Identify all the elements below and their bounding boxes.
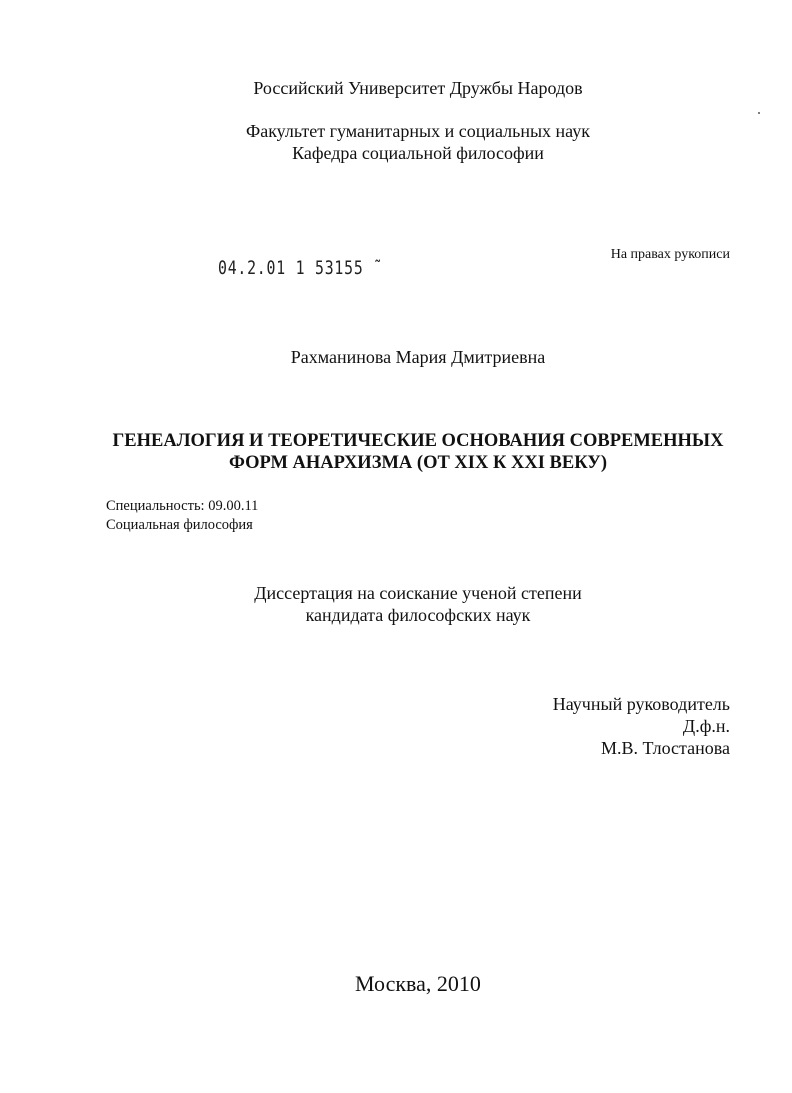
- manuscript-rights-note: На правах рукописи: [610, 247, 730, 262]
- author-name: Рахманинова Мария Дмитриевна: [290, 347, 546, 367]
- registry-stamp-number: 04.2.01 1 53155 ˜: [218, 257, 383, 279]
- degree-statement: [0, 582, 792, 626]
- supervisor-label: Научный руководитель: [552, 694, 730, 714]
- title-line-2: ФОРМ АНАРХИЗМА (ОТ XIX К XXI ВЕКУ): [228, 453, 608, 473]
- faculty-name: Факультет гуманитарных и социальных наук: [245, 121, 590, 141]
- supervisor-degree: Д.ф.н.: [682, 716, 730, 736]
- title-line-1: ГЕНЕАЛОГИЯ И ТЕОРЕТИЧЕСКИЕ ОСНОВАНИЯ СОВРЕМЕННЫХ: [112, 431, 724, 451]
- degree-line-2: кандидата философских наук: [305, 605, 531, 625]
- specialty-code: Специальность: 09.00.11: [106, 498, 259, 514]
- specialty-name: Социальная философия: [106, 517, 253, 533]
- city-year: Москва, 2010: [355, 971, 481, 996]
- department-name: Кафедра социальной философии: [292, 143, 544, 163]
- scan-speck: [758, 112, 760, 114]
- supervisor-name: М.В. Тлостанова: [601, 738, 730, 758]
- supervisor-block: [553, 693, 730, 759]
- degree-line-1: Диссертация на соискание ученой степени: [254, 583, 582, 603]
- specialty-block: [106, 497, 258, 535]
- dissertation-title: [0, 430, 792, 474]
- university-name: Российский Университет Дружбы Народов: [253, 78, 583, 98]
